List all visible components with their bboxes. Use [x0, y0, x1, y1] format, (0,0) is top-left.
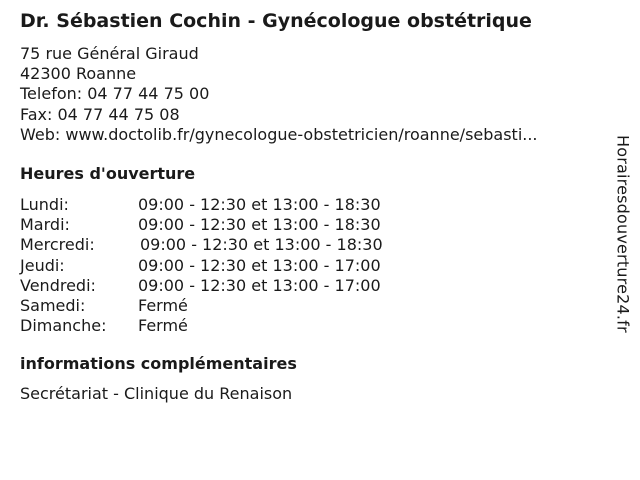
day-hours: 09:00 - 12:30 et 13:00 - 18:30: [140, 235, 383, 255]
day-label: Lundi:: [20, 195, 69, 214]
day-hours: 09:00 - 12:30 et 13:00 - 17:00: [138, 255, 381, 275]
day-hours: 09:00 - 12:30 et 13:00 - 18:30: [138, 215, 381, 235]
phone-number: Telefon: 04 77 44 75 00: [20, 84, 210, 104]
website-link[interactable]: Web: www.doctolib.fr/gynecologue-obstetricien/roanne/sebasti...: [20, 124, 538, 144]
contact-info: [20, 44, 538, 145]
day-label: Dimanche:: [20, 316, 107, 336]
day-hours: 09:00 - 12:30 et 13:00 - 18:30: [138, 195, 381, 214]
site-watermark: Horairesdouverture24.fr: [613, 135, 633, 333]
page-title: Dr. Sébastien Cochin - Gynécologue obstétrique: [20, 10, 532, 32]
day-label: Mardi:: [20, 215, 70, 235]
day-label: Vendredi:: [20, 275, 96, 295]
additional-info-text: Secrétariat - Clinique du Renaison: [20, 384, 293, 403]
day-label: Jeudi:: [20, 255, 65, 275]
day-hours: 09:00 - 12:30 et 13:00 - 17:00: [138, 275, 381, 295]
day-hours: Fermé: [138, 316, 188, 336]
day-label: Samedi:: [20, 295, 86, 315]
day-label: Mercredi:: [20, 235, 95, 255]
address-street: 75 rue Général Giraud: [20, 44, 199, 63]
address-city: 42300 Roanne: [20, 64, 137, 84]
opening-hours-heading: Heures d'ouverture: [20, 164, 196, 183]
fax-number: Fax: 04 77 44 75 08: [20, 104, 180, 124]
day-hours: Fermé: [138, 295, 188, 315]
additional-info-heading: informations complémentaires: [20, 354, 297, 373]
